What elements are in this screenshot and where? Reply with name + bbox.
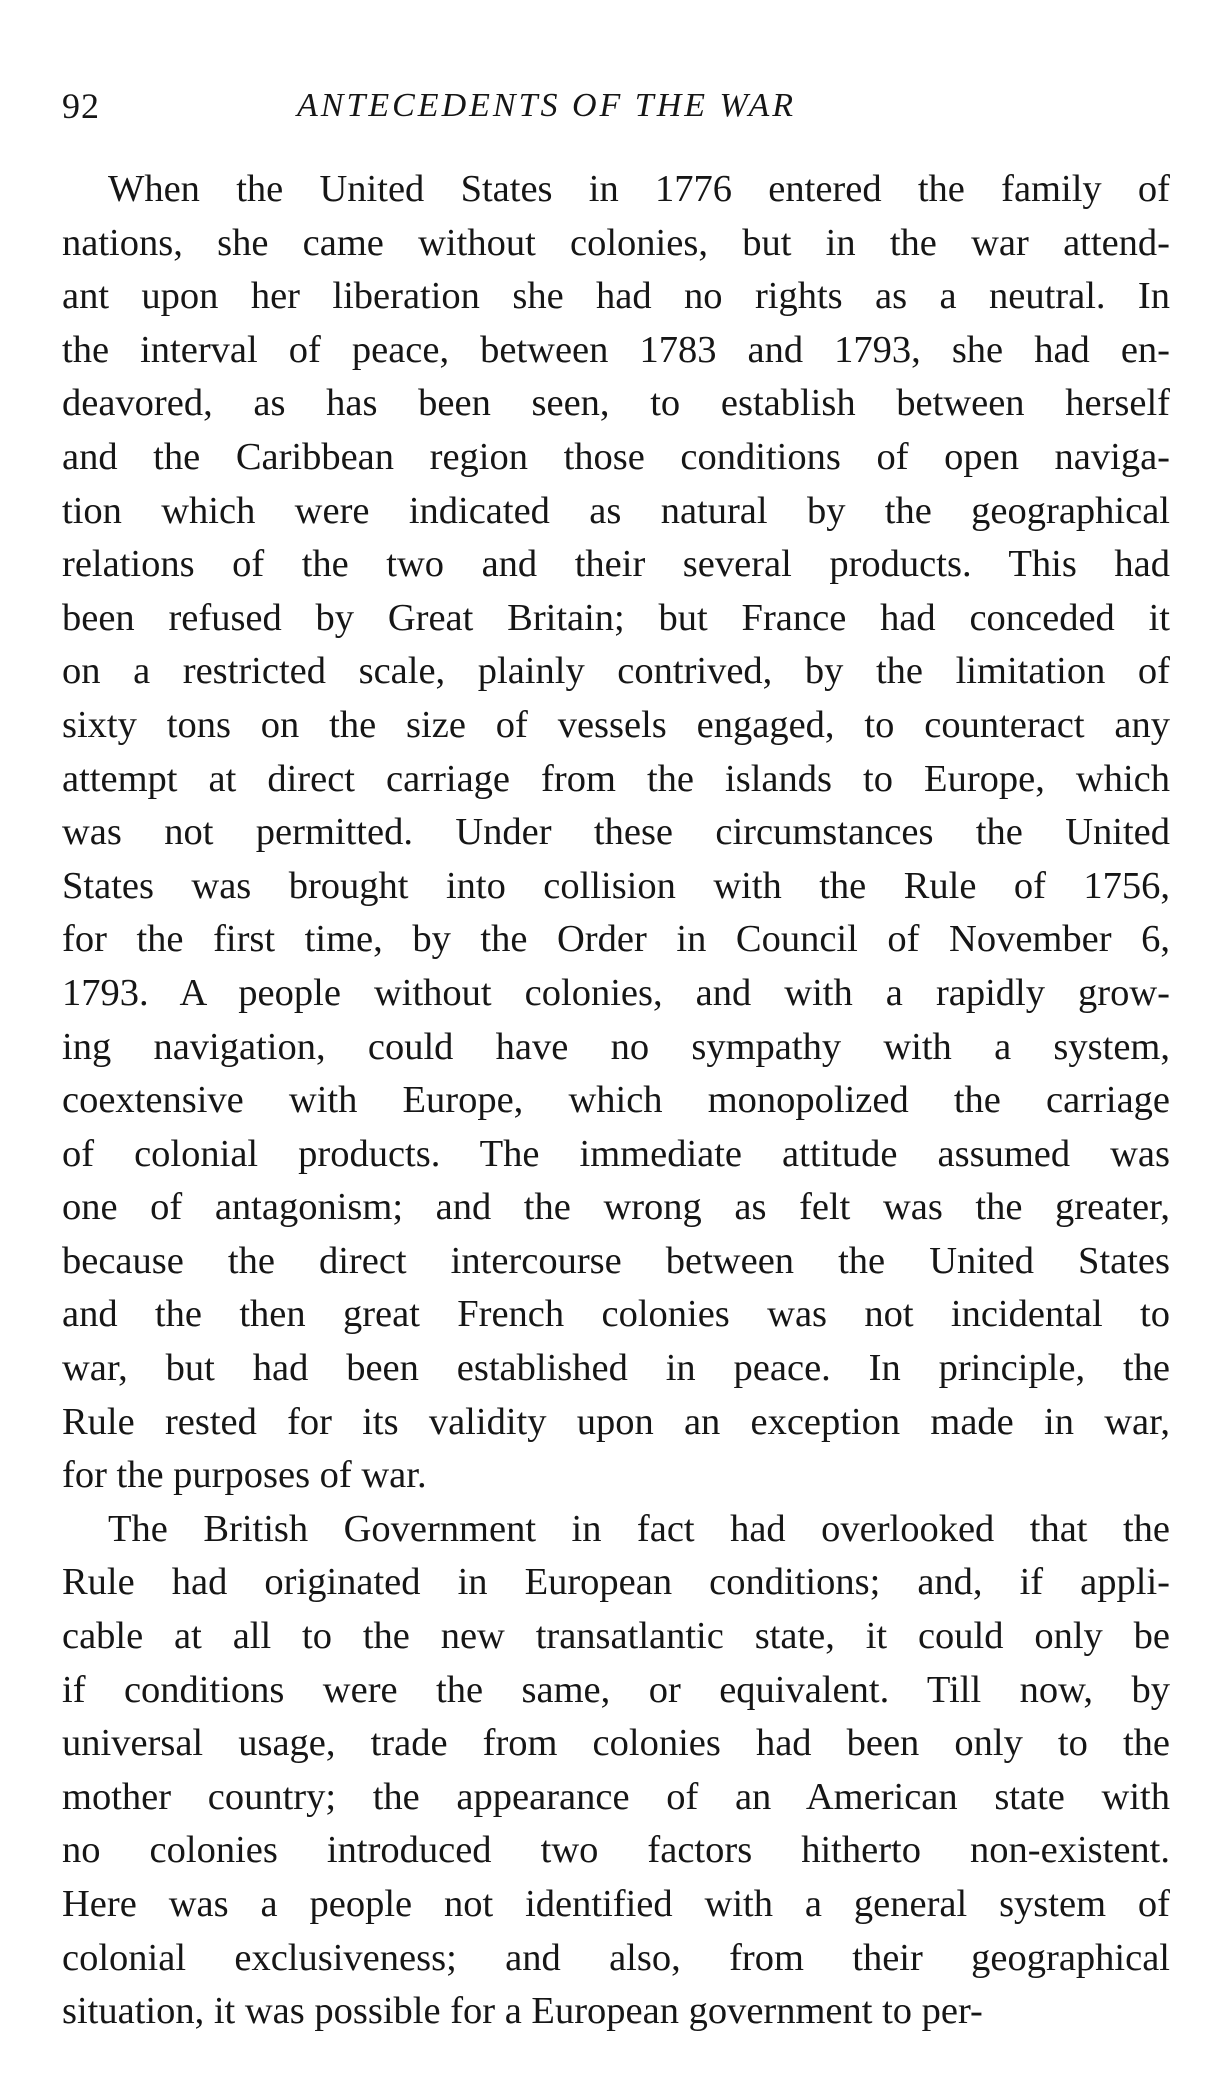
body-text bbox=[62, 163, 1170, 2039]
text-line: The British Government in fact had overlooked that the bbox=[108, 1507, 1170, 1550]
text-line: Rule rested for its validity upon an exception made in war, bbox=[62, 1400, 1170, 1443]
text-line: and the then great French colonies was not incidental to bbox=[62, 1293, 1170, 1336]
text-line: because the direct intercourse between the United States bbox=[62, 1239, 1170, 1282]
text-line: and the Caribbean region those conditions of open naviga- bbox=[62, 435, 1170, 478]
text-line: been refused by Great Britain; but France had conceded it bbox=[62, 596, 1170, 639]
text-line: war, but had been established in peace. In principle, the bbox=[62, 1347, 1170, 1390]
text-line: When the United States in 1776 entered the family of bbox=[108, 168, 1170, 210]
page-number: 92 bbox=[62, 86, 100, 126]
text-line: 1793. A people without colonies, and with a rapidly grow- bbox=[62, 971, 1170, 1014]
text-line: one of antagonism; and the wrong as felt was the greater, bbox=[62, 1186, 1170, 1229]
text-line: relations of the two and their several products. This had bbox=[62, 543, 1170, 586]
page-header bbox=[62, 78, 1172, 134]
text-line: on a restricted scale, plainly contrived, by the limitation of bbox=[62, 650, 1170, 693]
text-line: of colonial products. The immediate attitude assumed was bbox=[62, 1132, 1170, 1175]
text-line: nations, she came without colonies, but in the war attend- bbox=[62, 221, 1170, 264]
text-line: no colonies introduced two factors hitherto non-existent. bbox=[62, 1829, 1170, 1872]
text-line: States was brought into collision with the Rule of 1756, bbox=[62, 864, 1170, 907]
text-line: mother country; the appearance of an American state with bbox=[62, 1775, 1170, 1818]
text-line: sixty tons on the size of vessels engaged, to counteract any bbox=[62, 703, 1170, 746]
text-line: situation, it was possible for a European government to per- bbox=[62, 1990, 983, 2033]
paragraph bbox=[62, 163, 1170, 1503]
text-line: tion which were indicated as natural by the geographical bbox=[62, 489, 1170, 532]
text-line: colonial exclusiveness; and also, from their geographical bbox=[62, 1936, 1170, 1979]
text-line: if conditions were the same, or equivalent. Till now, by bbox=[62, 1668, 1170, 1711]
text-line: ing navigation, could have no sympathy with a system, bbox=[62, 1025, 1170, 1068]
paragraph bbox=[62, 1503, 1170, 2039]
text-line: for the purposes of war. bbox=[62, 1454, 427, 1497]
text-line: Here was a people not identified with a general system of bbox=[62, 1883, 1170, 1925]
running-head: ANTECEDENTS OF THE WAR bbox=[297, 87, 797, 124]
text-line: for the first time, by the Order in Council of November 6, bbox=[62, 918, 1170, 961]
text-line: universal usage, trade from colonies had been only to the bbox=[62, 1722, 1170, 1765]
text-line: deavored, as has been seen, to establish between herself bbox=[62, 382, 1170, 425]
text-line: coextensive with Europe, which monopolized the carriage bbox=[62, 1079, 1170, 1122]
text-line: was not permitted. Under these circumstances the United bbox=[62, 811, 1170, 854]
text-line: cable at all to the new transatlantic state, it could only be bbox=[62, 1615, 1170, 1658]
text-line: attempt at direct carriage from the islands to Europe, which bbox=[62, 757, 1170, 800]
text-line: the interval of peace, between 1783 and 1793, she had en- bbox=[62, 328, 1170, 371]
text-line: ant upon her liberation she had no rights as a neutral. In bbox=[62, 275, 1170, 318]
text-line: Rule had originated in European conditions; and, if appli- bbox=[62, 1561, 1170, 1604]
